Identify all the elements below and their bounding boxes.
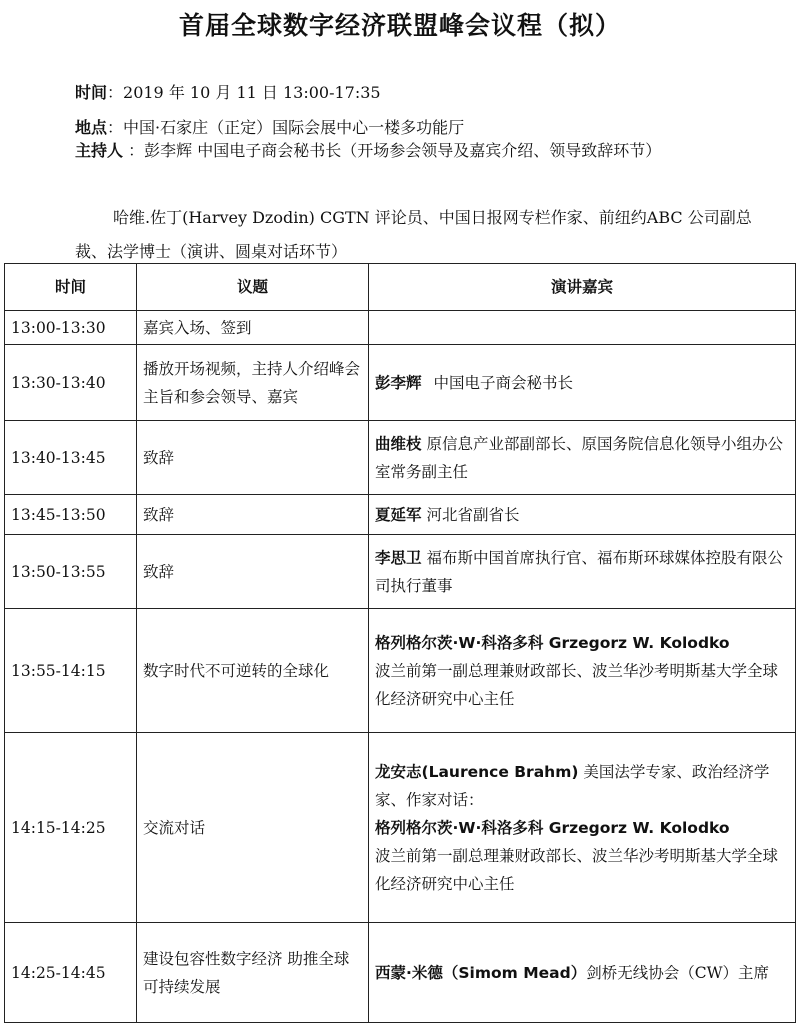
- row-speakers: [369, 923, 796, 1023]
- table-row: [5, 535, 796, 609]
- meeting-host: [75, 140, 775, 162]
- row-topic: 建设包容性数字经济 助推全球可持续发展: [137, 923, 369, 1023]
- table-row: [5, 495, 796, 535]
- row-time: 13:30-13:40: [5, 345, 137, 421]
- header-time: 时间: [5, 264, 137, 311]
- table-row: [5, 733, 796, 923]
- speaker-desc: 美国法学专家、政治经济学家、作家对话：: [375, 762, 770, 809]
- agenda-table: [4, 263, 796, 1023]
- row-time: 13:55-14:15: [5, 609, 137, 733]
- table-header-row: [5, 264, 796, 311]
- row-time: 14:15-14:25: [5, 733, 137, 923]
- place-value: ：中国·石家庄（正定）国际会展中心一楼多功能厅: [107, 118, 465, 137]
- speaker-desc: 原信息产业部副部长、原国务院信息化领导小组办公室常务副主任: [375, 434, 783, 481]
- meeting-time: [75, 82, 775, 104]
- row-speakers: [369, 535, 796, 609]
- row-time: 14:25-14:45: [5, 923, 137, 1023]
- speaker-desc: 福布斯中国首席执行官、福布斯环球媒体控股有限公司执行董事: [375, 548, 783, 595]
- speaker-desc: 河北省副省长: [426, 505, 520, 524]
- row-speakers: [369, 609, 796, 733]
- time-label: 时间: [75, 83, 108, 102]
- row-time: 13:40-13:45: [5, 421, 137, 495]
- speaker-name: 格列格尔茨·W·科洛多科 Grzegorz W. Kolodko: [375, 633, 730, 652]
- speaker-name: 彭李辉: [375, 373, 422, 392]
- meeting-place: [75, 117, 775, 139]
- speaker-name: 夏延军: [375, 505, 422, 524]
- host-label: 主持人: [75, 141, 124, 160]
- speaker-desc: 波兰前第一副总理兼财政部长、波兰华沙考明斯基大学全球化经济研究中心主任: [375, 661, 779, 708]
- meeting-cohost: 哈维.佐丁(Harvey Dzodin) CGTN 评论员、中国日报网专栏作家、前纽约ABC 公司副总裁、法学博士（演讲、圆桌对话环节）: [75, 208, 752, 261]
- row-speakers: [369, 495, 796, 535]
- row-topic: 致辞: [137, 421, 369, 495]
- table-row: [5, 345, 796, 421]
- table-row: [5, 609, 796, 733]
- row-topic: 数字时代不可逆转的全球化: [137, 609, 369, 733]
- row-time: 13:45-13:50: [5, 495, 137, 535]
- row-speakers: [369, 345, 796, 421]
- header-topic: 议题: [137, 264, 369, 311]
- header-speakers: 演讲嘉宾: [369, 264, 796, 311]
- row-time: 13:50-13:55: [5, 535, 137, 609]
- page-title: 首届全球数字经济联盟峰会议程（拟）: [178, 11, 621, 40]
- place-label: 地点: [75, 118, 108, 137]
- time-value: ：2019 年 10 月 11 日 13:00-17:35: [107, 83, 381, 102]
- table-row: [5, 421, 796, 495]
- speaker-name: 西蒙·米德（Simom Mead）: [375, 963, 587, 982]
- speaker-desc: 剑桥无线协会（CW）主席: [586, 963, 769, 982]
- row-speakers: [369, 421, 796, 495]
- row-speakers: [369, 733, 796, 923]
- row-topic: 嘉宾入场、签到: [137, 311, 369, 345]
- host-value: ：彭李辉 中国电子商会秘书长（开场参会领导及嘉宾介绍、领导致辞环节）: [123, 141, 662, 160]
- row-topic: 致辞: [137, 535, 369, 609]
- row-speakers: [369, 311, 796, 345]
- row-topic: 交流对话: [137, 733, 369, 923]
- speaker-name: 格列格尔茨·W·科洛多科 Grzegorz W. Kolodko: [375, 818, 730, 837]
- speaker-name: 曲维枝: [375, 434, 422, 453]
- table-row: [5, 311, 796, 345]
- speaker-desc: 波兰前第一副总理兼财政部长、波兰华沙考明斯基大学全球化经济研究中心主任: [375, 846, 779, 893]
- table-row: [5, 923, 796, 1023]
- row-topic: 致辞: [137, 495, 369, 535]
- speaker-name: 李思卫: [375, 548, 422, 567]
- speaker-desc: 中国电子商会秘书长: [433, 373, 574, 392]
- row-time: 13:00-13:30: [5, 311, 137, 345]
- row-topic: 播放开场视频，主持人介绍峰会主旨和参会领导、嘉宾: [137, 345, 369, 421]
- speaker-name: 龙安志(Laurence Brahm): [375, 762, 579, 781]
